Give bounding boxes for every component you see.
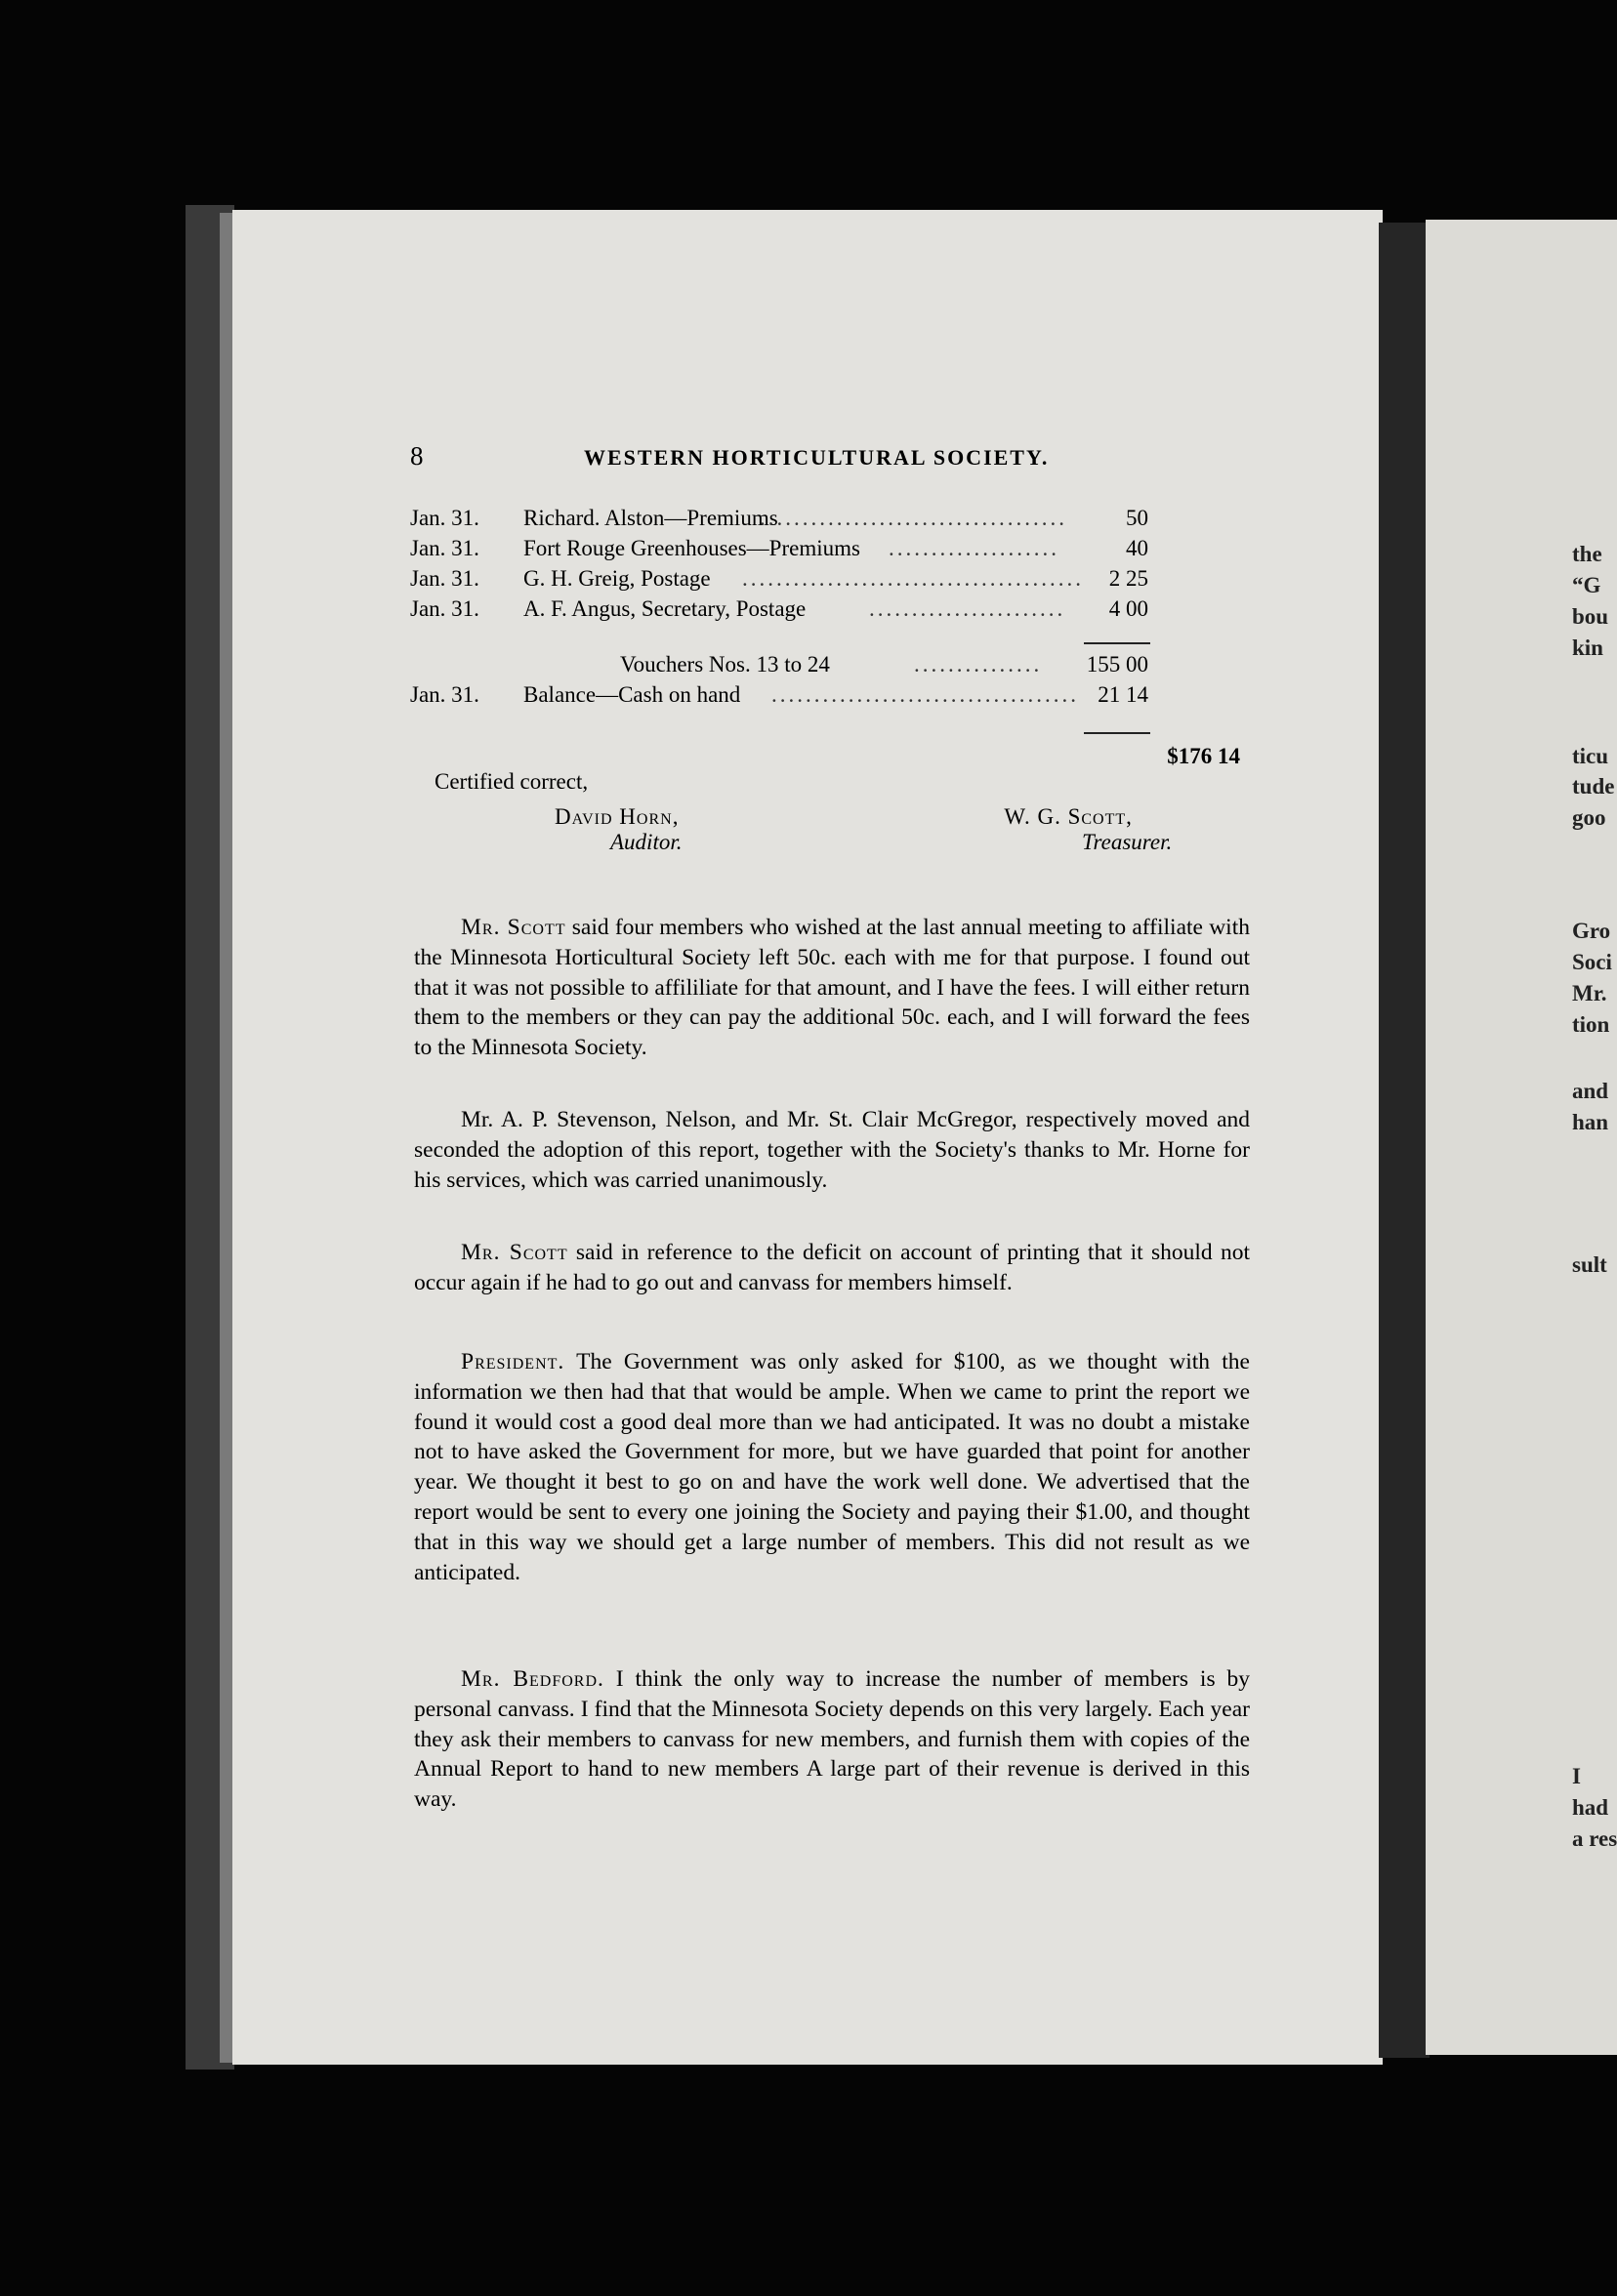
treasurer-name: W. G. Scott, — [1004, 804, 1133, 829]
speaker-name: Mr. Scott — [461, 915, 566, 940]
ledger-row — [410, 652, 1252, 682]
page-header — [410, 441, 1252, 476]
adjacent-page-fragment: han — [1572, 1110, 1609, 1134]
adjacent-page-fragment: I — [1572, 1764, 1581, 1788]
adjacent-page-fragment: and — [1572, 1079, 1609, 1103]
total-rule — [1084, 732, 1150, 734]
ledger-amount: 2 25 — [1108, 566, 1148, 591]
adjacent-page-fragment: Soci — [1572, 950, 1612, 974]
page-number: 8 — [410, 441, 424, 471]
auditor-role: Auditor. — [610, 830, 683, 854]
certification-line: Certified correct, — [435, 769, 589, 794]
paragraph — [414, 1347, 1250, 1587]
ledger-date: Jan. 31. — [410, 506, 479, 530]
speaker-name: Mr. Scott — [461, 1240, 568, 1265]
ledger-row — [410, 536, 1252, 566]
paragraph-text: said in reference to the deficit on account of printing that it should not occur again if he had to go out and canvass for members himself. — [414, 1240, 1250, 1295]
adjacent-page-fragment: ticu — [1572, 744, 1609, 768]
ledger-row — [410, 566, 1252, 596]
adjacent-page-fragment: the — [1572, 542, 1602, 566]
adjacent-page-fragment: tion — [1572, 1012, 1610, 1037]
subtotal-rule — [1084, 642, 1150, 644]
adjacent-page-fragment: Mr. — [1572, 981, 1607, 1005]
ledger-total: $176 14 — [1167, 744, 1240, 768]
adjacent-page-fragment: Gro — [1572, 919, 1611, 943]
treasurer-role: Treasurer. — [1082, 830, 1173, 854]
ledger-date: Jan. 31. — [410, 566, 479, 591]
paragraph-text: said four members who wished at the last annual meeting to affiliate with the Minnesota Horticultural Society left 50c. each with me for that purpose. I found out that it was not possible to affililiate for that amount, and I have the fees. I will either return them to the members or they can pay the additional 50c. each, and I will forward the fees to the Minnesota Society. — [414, 915, 1250, 1061]
ledger-row — [410, 682, 1252, 713]
adjacent-page-fragment: kin — [1572, 636, 1603, 660]
leader-dots: .................................... — [760, 506, 1067, 530]
adjacent-page-fragment: “G — [1572, 573, 1601, 597]
speaker-name: Mr. Bedford. — [461, 1666, 604, 1692]
ledger-description: A. F. Angus, Secretary, Postage — [523, 596, 807, 621]
ledger-table — [410, 506, 1252, 768]
treasurer-signature — [965, 804, 1172, 855]
ledger-row — [410, 506, 1252, 536]
balance-amount: 21 14 — [1098, 682, 1148, 707]
ledger-amount: 40 — [1126, 536, 1148, 560]
auditor-signature — [552, 804, 682, 855]
leader-dots: ........................................ — [742, 566, 1084, 591]
paragraph — [414, 913, 1250, 1063]
ledger-amount: 50 — [1126, 506, 1148, 530]
paragraph — [414, 1664, 1250, 1815]
paragraph — [414, 1105, 1250, 1195]
ledger-date: Jan. 31. — [410, 536, 479, 560]
ledger-date: Jan. 31. — [410, 682, 479, 707]
adjacent-page-fragment: bou — [1572, 604, 1609, 629]
ledger-description: Richard. Alston—Premiums — [523, 506, 778, 530]
adjacent-page-fragment: a res — [1572, 1826, 1617, 1851]
adjacent-page-fragment: had — [1572, 1795, 1609, 1820]
auditor-name: David Horn, — [555, 804, 680, 829]
paragraph-text: Mr. A. P. Stevenson, Nelson, and Mr. St. Clair McGregor, respectively moved and seconded the adoption of this report, together with the Society's thanks to Mr. Horne for his services, which was carried unanimously. — [414, 1107, 1250, 1193]
ledger-description: G. H. Greig, Postage — [523, 566, 711, 591]
leader-dots: ....................... — [869, 596, 1066, 621]
paragraph-text: The Government was only asked for $100, as we thought with the information we then had that that would be ample. When we came to print the report we found it would cost a good deal more than we had anticipated. It was no doubt a mistake not to have asked the Government for more, but we have guarded that point for another year. We thought it best to go on and have the work well done. We advertised that the report would be sent to every one joining the Society and paying their $1.00, and thought that in this way we should get a large number of members. This did not result as we anticipated. — [414, 1349, 1250, 1585]
leader-dots: .................................... — [771, 682, 1079, 707]
adjacent-page-fragment: goo — [1572, 805, 1606, 830]
ledger-description: Fort Rouge Greenhouses—Premiums — [523, 536, 860, 560]
ledger-row — [410, 596, 1252, 627]
ledger-date: Jan. 31. — [410, 596, 479, 621]
running-head: WESTERN HORTICULTURAL SOCIETY. — [584, 445, 1050, 470]
balance-description: Balance—Cash on hand — [523, 682, 741, 707]
paragraph-text: I think the only way to increase the number of members is by personal canvass. I find that the Minnesota Society depends on this very largely. Each year they ask their members to canvass for new members, and furnish them with copies of the Annual Report to hand to new members A large part of their revenue is derived in this way. — [414, 1666, 1250, 1813]
adjacent-page-fragment: sult — [1572, 1252, 1607, 1277]
leader-dots: .................... — [889, 536, 1059, 560]
book-gutter — [1379, 223, 1430, 2058]
paragraph — [414, 1238, 1250, 1298]
adjacent-page-fragment: tude — [1572, 774, 1615, 799]
vouchers-amount: 155 00 — [1086, 652, 1148, 676]
vouchers-description: Vouchers Nos. 13 to 24 — [620, 652, 830, 676]
leader-dots: ............... — [914, 652, 1043, 676]
ledger-amount: 4 00 — [1108, 596, 1148, 621]
adjacent-page — [1426, 220, 1617, 2055]
speaker-name: President. — [461, 1349, 565, 1374]
